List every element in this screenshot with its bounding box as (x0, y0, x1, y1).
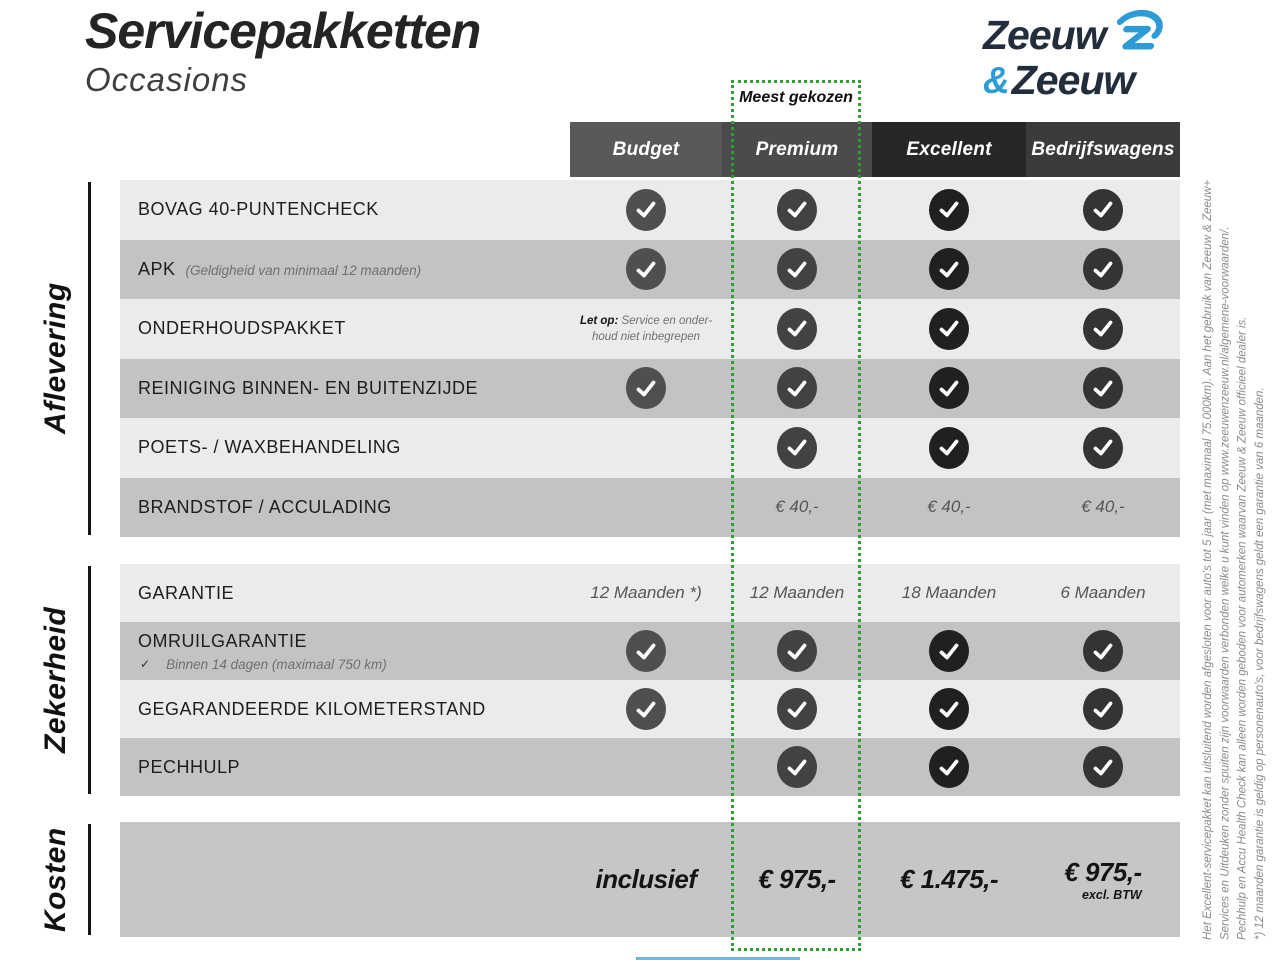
check-icon (929, 189, 969, 231)
section-aflevering (120, 180, 1180, 537)
check-icon (929, 427, 969, 469)
cell-bedrijfswagens (1026, 680, 1180, 738)
cell-excellent (872, 680, 1026, 738)
cell-premium (722, 240, 872, 300)
price-text: inclusief (595, 864, 697, 894)
cell-excellent (872, 738, 1026, 796)
cell-budget (570, 680, 722, 738)
aflevering-rule (88, 182, 91, 535)
row-label-area (120, 240, 570, 300)
check-icon (777, 746, 817, 788)
check-icon (626, 367, 666, 409)
cell-bedrijfswagens (1026, 180, 1180, 240)
kosten-label-area (120, 822, 570, 937)
section-label-aflevering: Aflevering (39, 282, 72, 435)
zeeuw-z-swoosh-icon (1106, 8, 1166, 64)
row-label-line (138, 259, 570, 280)
cell-budget (570, 180, 722, 240)
cell-excellent (872, 359, 1026, 419)
row-label-line (138, 583, 570, 604)
logo-word-1: Zeeuw (983, 12, 1106, 59)
zekerheid-rule (88, 566, 91, 794)
cell-value: 18 Maanden (901, 583, 997, 602)
column-header-bedrijfswagens: Bedrijfswagens (1026, 122, 1180, 177)
check-icon (929, 630, 969, 672)
table-row (120, 622, 1180, 680)
price-text: € 975,- (1064, 857, 1142, 887)
row-label: REINIGING BINNEN- EN BUITENZIJDE (138, 377, 479, 398)
cell-bedrijfswagens (1026, 564, 1180, 622)
check-icon (777, 427, 817, 469)
cell-budget (570, 564, 722, 622)
row-label: PECHHULP (138, 756, 241, 777)
cell-excellent (872, 418, 1026, 478)
cell-premium (722, 359, 872, 419)
check-icon (777, 688, 817, 730)
page-subtitle: Occasions (85, 61, 249, 98)
row-label: BRANDSTOF / ACCULADING (138, 496, 392, 517)
price-subtext: excl. BTW (1081, 888, 1142, 902)
cell-bedrijfswagens (1026, 622, 1180, 680)
row-label-line (138, 318, 570, 339)
row-label: OMRUILGARANTIE (138, 630, 308, 651)
check-icon (1083, 248, 1123, 290)
cell-note-line: Let op: Service en onder- (579, 314, 713, 327)
section-label-zekerheid: Zekerheid (39, 606, 72, 754)
row-label: GEGARANDEERDE KILOMETERSTAND (138, 698, 486, 719)
cell-excellent (872, 564, 1026, 622)
price-text: € 975,- (758, 864, 836, 894)
price-value (900, 864, 998, 895)
check-icon (626, 688, 666, 730)
cell-premium (722, 418, 872, 478)
price-value (1064, 857, 1141, 902)
price-value (758, 864, 835, 895)
meest-gekozen-badge: Meest gekozen (739, 89, 853, 106)
fine-print-line: Pechhulp en Accu Health Check kan alleen worden geboden voor automerken waarvan Zeeuw & Zeeuw officieel dealer is. (1236, 316, 1249, 940)
check-icon (1083, 308, 1123, 350)
cell-budget (570, 622, 722, 680)
cell-premium (722, 299, 872, 359)
cell-budget (570, 738, 722, 796)
cell-premium (722, 680, 872, 738)
cell-note (580, 313, 712, 345)
table-row (120, 478, 1180, 538)
check-icon (626, 248, 666, 290)
table-row (120, 680, 1180, 738)
fine-print-line: *) 12 maanden garantie is geldig op personenauto's, voor bedrijfswagens geldt een garantie van 6 maanden. (1253, 387, 1266, 940)
check-icon (1083, 367, 1123, 409)
row-label-line (138, 437, 570, 458)
row-label-line (138, 631, 570, 652)
row-label-area (120, 478, 570, 538)
table-row (120, 359, 1180, 419)
check-icon (1083, 189, 1123, 231)
price-text: € 1.475,- (899, 864, 999, 894)
cell-premium (722, 738, 872, 796)
cell-value: 12 Maanden (749, 583, 845, 602)
check-icon (777, 248, 817, 290)
cell-budget (570, 418, 722, 478)
check-icon (777, 630, 817, 672)
check-icon (626, 630, 666, 672)
cell-premium (722, 564, 872, 622)
check-icon (929, 248, 969, 290)
cell-bedrijfswagens (1026, 822, 1180, 937)
row-label-line (138, 699, 570, 720)
check-icon (1083, 630, 1123, 672)
cell-budget (570, 240, 722, 300)
section-kosten (120, 822, 1180, 937)
cell-excellent (872, 180, 1026, 240)
row-label-area (120, 299, 570, 359)
column-header-premium: Premium (722, 122, 872, 177)
row-label: BOVAG 40-PUNTENCHECK (138, 199, 379, 220)
column-header-excellent: Excellent (872, 122, 1026, 177)
cell-bedrijfswagens (1026, 359, 1180, 419)
row-label-area (120, 418, 570, 478)
check-icon (929, 308, 969, 350)
check-icon (929, 746, 969, 788)
row-label-area (120, 564, 570, 622)
cell-budget (570, 359, 722, 419)
row-label-line (138, 378, 570, 399)
row-label: ONDERHOUDSPAKKET (138, 318, 346, 339)
row-label-line (138, 199, 570, 220)
cell-excellent (872, 299, 1026, 359)
cell-premium (722, 622, 872, 680)
row-label: APK (138, 258, 176, 279)
cell-value: € 40,- (1081, 497, 1125, 517)
cell-value: € 40,- (775, 497, 819, 517)
logo-word-2: Zeeuw (1011, 57, 1135, 104)
cell-bedrijfswagens (1026, 418, 1180, 478)
check-icon (626, 189, 666, 231)
cell-value: 6 Maanden (1060, 583, 1146, 602)
kosten-rule (88, 824, 91, 935)
row-label-area (120, 738, 570, 796)
cell-bedrijfswagens (1026, 240, 1180, 300)
row-label-line (138, 757, 570, 778)
page-heading (85, 4, 480, 99)
table-row (120, 240, 1180, 300)
cell-note-line: houd niet inbegrepen (591, 330, 701, 343)
cell-excellent (872, 822, 1026, 937)
page-title: Servicepakketten (85, 3, 481, 59)
cell-premium (722, 822, 872, 937)
check-icon (777, 367, 817, 409)
check-icon (777, 308, 817, 350)
table-row (120, 738, 1180, 796)
cell-value: € 40,- (927, 497, 971, 517)
cell-excellent (872, 622, 1026, 680)
cell-bedrijfswagens (1026, 299, 1180, 359)
check-icon (1083, 746, 1123, 788)
table-row (120, 180, 1180, 240)
row-label-area (120, 622, 570, 680)
check-icon (929, 688, 969, 730)
cell-bedrijfswagens (1026, 738, 1180, 796)
cell-budget (570, 478, 722, 538)
column-header-budget: Budget (570, 122, 722, 177)
check-icon (777, 189, 817, 231)
row-inline-note: (Geldigheid van minimaal 12 maanden) (185, 262, 422, 278)
fine-print-line: Het Excellent-servicepakket kan uitsluitend worden afgesloten voor auto's tot 5 jaar (met maximaal 75.000km). Aan het gebruik van Zeeuw & Zeeuw+ (1202, 179, 1214, 940)
fine-print-line: Services en Uitdeuken zonder spuiten zijn voorwaarden verbonden welke u kunt vinden op www.zeeuwenzeeuw.nl/algemene-voorwaarden/. (1219, 226, 1232, 940)
column-headers (570, 122, 1180, 177)
row-label-area (120, 359, 570, 419)
row-label-line (138, 497, 570, 518)
small-check-icon: ✓ (140, 656, 151, 671)
cell-excellent (872, 240, 1026, 300)
check-icon (1083, 688, 1123, 730)
row-label-area (120, 680, 570, 738)
table-row (120, 299, 1180, 359)
kosten-row (120, 822, 1180, 937)
terms-fine-print (1200, 92, 1269, 940)
price-value (596, 864, 697, 895)
cell-premium (722, 180, 872, 240)
cell-value: 12 Maanden *) (590, 583, 702, 602)
section-zekerheid (120, 564, 1180, 796)
zeeuw-zeeuw-logo (983, 8, 1162, 102)
section-label-kosten: Kosten (39, 827, 72, 932)
cell-premium (722, 478, 872, 538)
check-icon (929, 367, 969, 409)
table-row (120, 418, 1180, 478)
table-row (120, 564, 1180, 622)
row-label: POETS- / WAXBEHANDELING (138, 437, 401, 458)
logo-ampersand: & (983, 60, 1010, 102)
row-label-area (120, 180, 570, 240)
cell-bedrijfswagens (1026, 478, 1180, 538)
cell-excellent (872, 478, 1026, 538)
row-label: GARANTIE (138, 582, 235, 603)
check-icon (1083, 427, 1123, 469)
row-subline: ✓ Binnen 14 dagen (maximaal 750 km) (140, 656, 387, 672)
cell-budget (570, 822, 722, 937)
cell-budget (570, 299, 722, 359)
